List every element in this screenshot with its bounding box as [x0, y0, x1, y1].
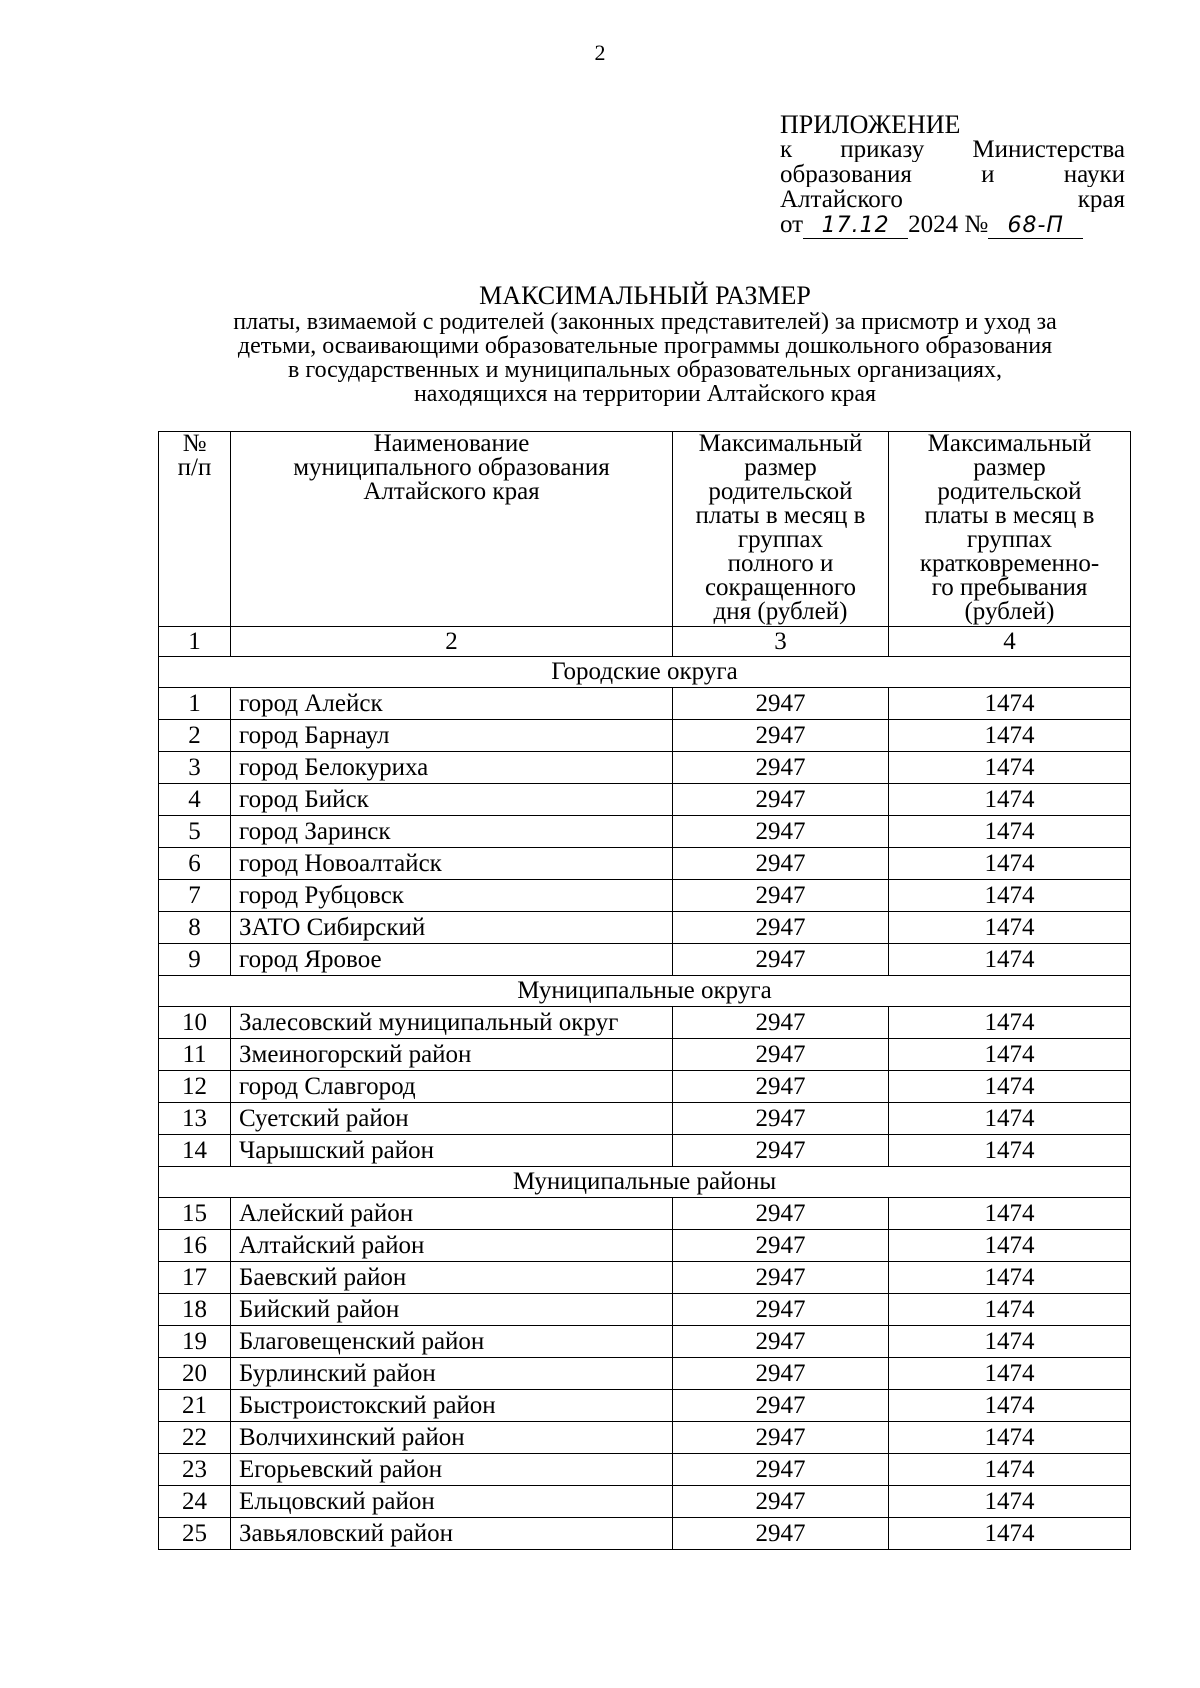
appendix-line-3: Алтайского края	[780, 187, 1125, 212]
full-day-fee-cell: 2947	[673, 912, 889, 944]
municipality-name-cell: Баевский район	[231, 1262, 673, 1294]
table-row	[159, 1198, 1131, 1230]
table-row	[159, 816, 1131, 848]
header-col-full-day	[673, 432, 889, 627]
header-col-number-line: п/п	[177, 454, 212, 481]
table-header-row	[159, 432, 1131, 627]
full-day-fee-cell: 2947	[673, 1103, 889, 1135]
full-day-fee-cell: 2947	[673, 1294, 889, 1326]
short-stay-fee-cell: 1474	[889, 720, 1131, 752]
row-number-cell: 12	[159, 1071, 231, 1103]
table-row	[159, 1454, 1131, 1486]
short-stay-fee-cell: 1474	[889, 1486, 1131, 1518]
table-row	[159, 784, 1131, 816]
table-row	[159, 1358, 1131, 1390]
municipality-name-cell: город Алейск	[231, 688, 673, 720]
municipality-name-cell: Залесовский муниципальный округ	[231, 1007, 673, 1039]
municipality-name-cell: город Белокуриха	[231, 752, 673, 784]
full-day-fee-cell: 2947	[673, 1198, 889, 1230]
full-day-fee-cell: 2947	[673, 1071, 889, 1103]
appendix-line-1: к приказу Министерства	[780, 137, 1125, 162]
heading-line-3: в государственных и муниципальных образовательных организациях,	[288, 357, 1002, 383]
header-col-full-day-line: платы в месяц в	[695, 502, 866, 529]
table-row	[159, 944, 1131, 976]
header-col-full-day-line: группах	[737, 526, 824, 553]
section-row	[159, 976, 1131, 1007]
short-stay-fee-cell: 1474	[889, 880, 1131, 912]
header-col-full-day-line: размер	[744, 454, 817, 481]
table-row	[159, 1135, 1131, 1167]
full-day-fee-cell: 2947	[673, 1135, 889, 1167]
header-col-full-day-line: родительской	[708, 478, 853, 505]
short-stay-fee-cell: 1474	[889, 912, 1131, 944]
section-row	[159, 1167, 1131, 1198]
heading-line-2: детьми, осваивающими образовательные программы дошкольного образования	[237, 333, 1053, 359]
full-day-fee-cell: 2947	[673, 1262, 889, 1294]
row-number-cell: 3	[159, 752, 231, 784]
row-number-cell: 2	[159, 720, 231, 752]
section-title: Муниципальные округа	[159, 976, 1131, 1007]
section-title: Городские округа	[159, 657, 1131, 688]
appendix-block	[780, 112, 1125, 240]
short-stay-fee-cell: 1474	[889, 1262, 1131, 1294]
row-number-cell: 11	[159, 1039, 231, 1071]
row-number-cell: 7	[159, 880, 231, 912]
municipality-name-cell: город Рубцовск	[231, 880, 673, 912]
header-col-short-stay-line: (рублей)	[964, 598, 1055, 625]
row-number-cell: 14	[159, 1135, 231, 1167]
municipality-name-cell: Бийский район	[231, 1294, 673, 1326]
table-row	[159, 1039, 1131, 1071]
short-stay-fee-cell: 1474	[889, 688, 1131, 720]
column-index-row	[159, 627, 1131, 657]
row-number-cell: 24	[159, 1486, 231, 1518]
table-row	[159, 1422, 1131, 1454]
header-col-full-day-line: Максимальный	[698, 431, 863, 457]
full-day-fee-cell: 2947	[673, 688, 889, 720]
municipality-name-cell: Завьяловский район	[231, 1518, 673, 1550]
header-col-short-stay-line: группах	[966, 526, 1053, 553]
short-stay-fee-cell: 1474	[889, 1198, 1131, 1230]
municipality-name-cell: Быстроистокский район	[231, 1390, 673, 1422]
row-number-cell: 21	[159, 1390, 231, 1422]
header-col-short-stay-line: Максимальный	[927, 431, 1092, 457]
short-stay-fee-cell: 1474	[889, 1390, 1131, 1422]
table-row	[159, 848, 1131, 880]
table-row	[159, 1390, 1131, 1422]
municipality-name-cell: Ельцовский район	[231, 1486, 673, 1518]
row-number-cell: 16	[159, 1230, 231, 1262]
row-number-cell: 20	[159, 1358, 231, 1390]
header-col-short-stay-line: платы в месяц в	[924, 502, 1095, 529]
full-day-fee-cell: 2947	[673, 784, 889, 816]
municipality-name-cell: город Заринск	[231, 816, 673, 848]
heading-line-1: платы, взимаемой с родителей (законных представителей) за присмотр и уход за	[233, 309, 1057, 335]
short-stay-fee-cell: 1474	[889, 1326, 1131, 1358]
short-stay-fee-cell: 1474	[889, 1294, 1131, 1326]
full-day-fee-cell: 2947	[673, 1230, 889, 1262]
header-col-full-day-line: сокращенного	[704, 574, 857, 601]
header-col-name-line: муниципального образования	[293, 454, 610, 481]
table-row	[159, 1071, 1131, 1103]
full-day-fee-cell: 2947	[673, 1326, 889, 1358]
header-col-name-line: Наименование	[373, 431, 530, 457]
header-col-full-day-line: дня (рублей)	[713, 598, 848, 625]
row-number-cell: 10	[159, 1007, 231, 1039]
municipality-name-cell: Егорьевский район	[231, 1454, 673, 1486]
full-day-fee-cell: 2947	[673, 720, 889, 752]
short-stay-fee-cell: 1474	[889, 784, 1131, 816]
full-day-fee-cell: 2947	[673, 1518, 889, 1550]
appendix-title: ПРИЛОЖЕНИЕ	[780, 110, 961, 139]
fee-table	[158, 431, 1131, 1550]
table-row	[159, 1486, 1131, 1518]
full-day-fee-cell: 2947	[673, 1454, 889, 1486]
page-number: 2	[594, 40, 606, 65]
short-stay-fee-cell: 1474	[889, 816, 1131, 848]
table-row	[159, 720, 1131, 752]
short-stay-fee-cell: 1474	[889, 1422, 1131, 1454]
table-row	[159, 1294, 1131, 1326]
municipality-name-cell: Волчихинский район	[231, 1422, 673, 1454]
header-col-name	[231, 432, 673, 627]
full-day-fee-cell: 2947	[673, 1486, 889, 1518]
full-day-fee-cell: 2947	[673, 752, 889, 784]
municipality-name-cell: город Яровое	[231, 944, 673, 976]
full-day-fee-cell: 2947	[673, 816, 889, 848]
header-col-short-stay-line: кратковременно-	[919, 550, 1100, 577]
row-number-cell: 1	[159, 688, 231, 720]
column-index-cell: 3	[673, 627, 889, 657]
header-col-short-stay-line: го пребывания	[931, 574, 1088, 601]
short-stay-fee-cell: 1474	[889, 1103, 1131, 1135]
section-title: Муниципальные районы	[159, 1167, 1131, 1198]
row-number-cell: 25	[159, 1518, 231, 1550]
row-number-cell: 9	[159, 944, 231, 976]
section-row	[159, 657, 1131, 688]
row-number-cell: 23	[159, 1454, 231, 1486]
short-stay-fee-cell: 1474	[889, 1071, 1131, 1103]
full-day-fee-cell: 2947	[673, 880, 889, 912]
column-index-cell: 2	[231, 627, 673, 657]
header-col-short-stay-line: размер	[973, 454, 1046, 481]
table-row	[159, 912, 1131, 944]
table-row	[159, 1326, 1131, 1358]
municipality-name-cell: Благовещенский район	[231, 1326, 673, 1358]
column-index-cell: 1	[159, 627, 231, 657]
table-row	[159, 752, 1131, 784]
appendix-line-2: образования и науки	[780, 162, 1125, 187]
municipality-name-cell: Алейский район	[231, 1198, 673, 1230]
header-col-number-line: №	[182, 431, 207, 457]
municipality-name-cell: Чарышский район	[231, 1135, 673, 1167]
municipality-name-cell: ЗАТО Сибирский	[231, 912, 673, 944]
full-day-fee-cell: 2947	[673, 1390, 889, 1422]
year-number-label: 2024 №	[908, 211, 989, 238]
column-index-cell: 4	[889, 627, 1131, 657]
header-col-short-stay-line: родительской	[937, 478, 1082, 505]
table-row	[159, 688, 1131, 720]
row-number-cell: 6	[159, 848, 231, 880]
short-stay-fee-cell: 1474	[889, 1135, 1131, 1167]
date-prefix: от	[780, 211, 804, 238]
handwritten-order-number: 68-П	[988, 214, 1083, 239]
short-stay-fee-cell: 1474	[889, 848, 1131, 880]
row-number-cell: 8	[159, 912, 231, 944]
short-stay-fee-cell: 1474	[889, 1358, 1131, 1390]
handwritten-date: 17.12	[803, 214, 908, 239]
header-col-full-day-line: полного и	[727, 550, 834, 577]
municipality-name-cell: город Славгород	[231, 1071, 673, 1103]
header-col-name-line: Алтайского края	[363, 478, 540, 505]
heading-line-4: находящихся на территории Алтайского края	[413, 381, 877, 407]
municipality-name-cell: Алтайский район	[231, 1230, 673, 1262]
row-number-cell: 17	[159, 1262, 231, 1294]
document-heading	[150, 282, 1140, 406]
table-row	[159, 1518, 1131, 1550]
heading-title: МАКСИМАЛЬНЫЙ РАЗМЕР	[479, 281, 811, 310]
short-stay-fee-cell: 1474	[889, 944, 1131, 976]
appendix-date-line	[780, 212, 1125, 240]
municipality-name-cell: Суетский район	[231, 1103, 673, 1135]
full-day-fee-cell: 2947	[673, 1007, 889, 1039]
municipality-name-cell: Бурлинский район	[231, 1358, 673, 1390]
row-number-cell: 18	[159, 1294, 231, 1326]
row-number-cell: 13	[159, 1103, 231, 1135]
short-stay-fee-cell: 1474	[889, 1230, 1131, 1262]
municipality-name-cell: Змеиногорский район	[231, 1039, 673, 1071]
table-row	[159, 1007, 1131, 1039]
municipality-name-cell: город Новоалтайск	[231, 848, 673, 880]
header-col-number	[159, 432, 231, 627]
table-row	[159, 1230, 1131, 1262]
short-stay-fee-cell: 1474	[889, 1039, 1131, 1071]
row-number-cell: 19	[159, 1326, 231, 1358]
full-day-fee-cell: 2947	[673, 1039, 889, 1071]
full-day-fee-cell: 2947	[673, 1422, 889, 1454]
short-stay-fee-cell: 1474	[889, 752, 1131, 784]
row-number-cell: 15	[159, 1198, 231, 1230]
short-stay-fee-cell: 1474	[889, 1518, 1131, 1550]
table-row	[159, 880, 1131, 912]
full-day-fee-cell: 2947	[673, 848, 889, 880]
row-number-cell: 22	[159, 1422, 231, 1454]
municipality-name-cell: город Бийск	[231, 784, 673, 816]
table-row	[159, 1262, 1131, 1294]
short-stay-fee-cell: 1474	[889, 1007, 1131, 1039]
row-number-cell: 4	[159, 784, 231, 816]
table-row	[159, 1103, 1131, 1135]
short-stay-fee-cell: 1474	[889, 1454, 1131, 1486]
full-day-fee-cell: 2947	[673, 944, 889, 976]
header-col-short-stay	[889, 432, 1131, 627]
full-day-fee-cell: 2947	[673, 1358, 889, 1390]
municipality-name-cell: город Барнаул	[231, 720, 673, 752]
row-number-cell: 5	[159, 816, 231, 848]
